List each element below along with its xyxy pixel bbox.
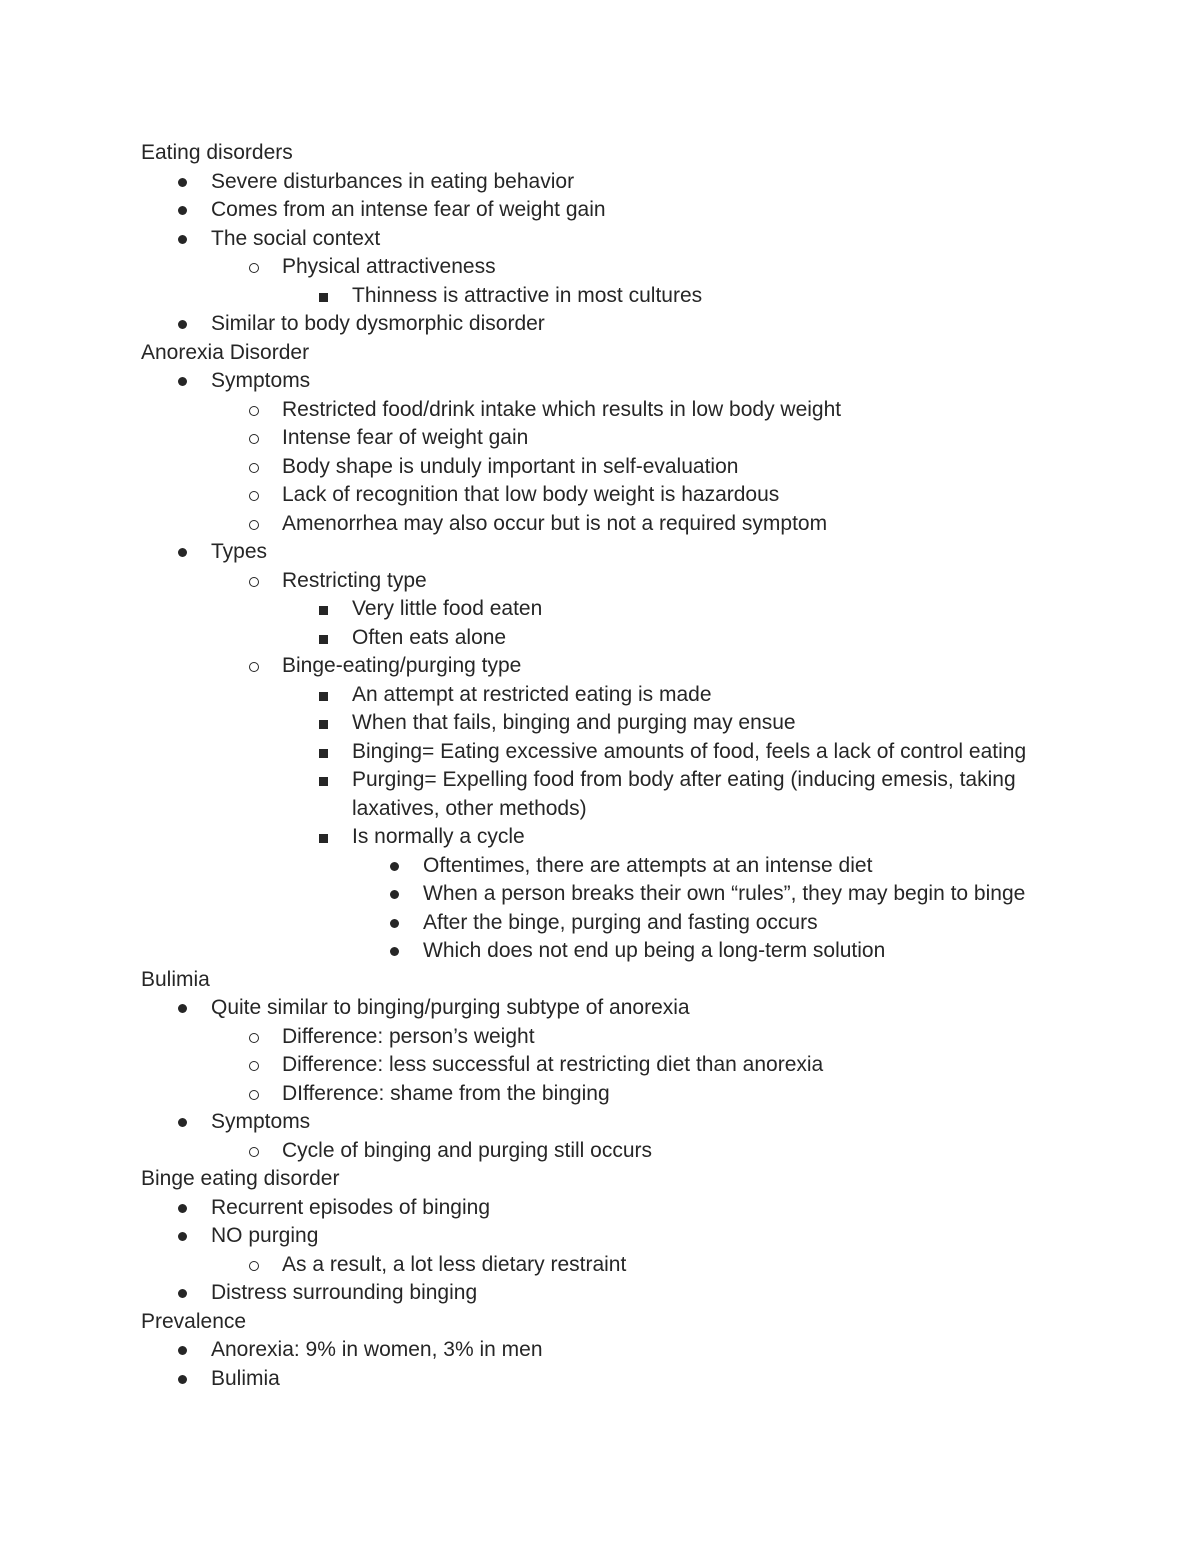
list-item-text: Anorexia: 9% in women, 3% in men [211,1338,543,1361]
list-item-text: When a person breaks their own “rules”, they may begin to binge [423,882,1026,905]
list-item [0,282,1200,311]
list-item [0,1194,1200,1223]
section-heading [0,966,1200,995]
list-item-text: Bulimia [211,1366,280,1390]
list-item-text: Similar to body dysmorphic disorder [211,312,545,335]
list-item-text: Severe disturbances in eating behavior [211,169,575,193]
list-item-text: Quite similar to binging/purging subtype of anorexia [211,996,690,1019]
list-item [0,538,1200,567]
list-item [0,937,1200,966]
list-item [0,1365,1200,1394]
circle-bullet-icon [249,1261,259,1271]
disc-bullet-icon [178,1346,187,1355]
list-item-text: NO purging [211,1224,319,1247]
disc-bullet-icon [390,947,399,956]
disc-bullet-icon [178,377,187,386]
heading-text: Anorexia Disorder [141,340,310,364]
circle-bullet-icon [249,1061,259,1071]
list-item-text: Thinness is attractive in most cultures [352,283,703,307]
circle-bullet-icon [249,577,259,587]
list-item-text: Restricted food/drink intake which results in low body weight [282,397,842,421]
disc-bullet-icon [390,890,399,899]
section-heading [0,1308,1200,1337]
disc-bullet-icon [390,862,399,871]
list-item [0,510,1200,539]
list-item-text: After the binge, purging and fasting occurs [423,910,818,934]
list-item [0,225,1200,254]
list-item [0,738,1200,767]
list-item-text: Difference: person’s weight [282,1024,535,1048]
list-item [0,1023,1200,1052]
list-item [0,310,1200,339]
list-item-text: Oftentimes, there are attempts at an intense diet [423,853,873,877]
list-item-text: Difference: less successful at restricting diet than anorexia [282,1053,824,1076]
list-item-text: Intense fear of weight gain [282,426,529,449]
disc-bullet-icon [178,1375,187,1384]
list-item-text: Distress surrounding binging [211,1281,478,1304]
list-item [0,1251,1200,1280]
disc-bullet-icon [178,206,187,215]
disc-bullet-icon [178,1232,187,1241]
circle-bullet-icon [249,1090,259,1100]
list-item [0,481,1200,510]
list-item-text: Symptoms [211,1110,311,1133]
list-item [0,1279,1200,1308]
list-item-text: Comes from an intense fear of weight gain [211,198,606,221]
list-item-text: Purging= Expelling food from body after eating (inducing emesis, taking [352,768,1016,791]
list-item [0,196,1200,225]
section-heading [0,339,1200,368]
list-item-text: Binge-eating/purging type [282,654,522,677]
disc-bullet-icon [178,320,187,329]
circle-bullet-icon [249,434,259,444]
list-item [0,852,1200,881]
list-item [0,567,1200,596]
circle-bullet-icon [249,406,259,416]
list-item-text: Is normally a cycle [352,825,525,848]
list-item [0,1336,1200,1365]
list-item-text: Cycle of binging and purging still occurs [282,1138,653,1162]
list-item-text: Very little food eaten [352,597,543,620]
square-bullet-icon [319,293,328,302]
list-item-text: When that fails, binging and purging may ensue [352,711,796,734]
list-item [0,1051,1200,1080]
list-item [0,909,1200,938]
list-item [0,168,1200,197]
list-item-text: Amenorrhea may also occur but is not a required symptom [282,511,828,535]
disc-bullet-icon [178,1118,187,1127]
list-item [0,880,1200,909]
list-item [0,1137,1200,1166]
circle-bullet-icon [249,463,259,473]
list-item [0,1222,1200,1251]
list-item-text: An attempt at restricted eating is made [352,682,712,706]
section-heading [0,139,1200,168]
list-item-text: Restricting type [282,568,427,592]
circle-bullet-icon [249,520,259,530]
list-item [0,253,1200,282]
list-item [0,624,1200,653]
list-item-text: Types [211,540,268,563]
list-item [0,453,1200,482]
square-bullet-icon [319,635,328,644]
list-item [0,681,1200,710]
list-item [0,595,1200,624]
list-item [0,823,1200,852]
square-bullet-icon [319,834,328,843]
disc-bullet-icon [178,548,187,557]
list-item [0,367,1200,396]
square-bullet-icon [319,606,328,615]
list-item-text: The social context [211,226,381,250]
list-item [0,795,1200,824]
square-bullet-icon [319,692,328,701]
square-bullet-icon [319,777,328,786]
list-item-text: Binging= Eating excessive amounts of food, feels a lack of control eating [352,739,1027,763]
list-item [0,709,1200,738]
disc-bullet-icon [178,178,187,187]
document-body [0,139,1200,1393]
circle-bullet-icon [249,662,259,672]
disc-bullet-icon [390,919,399,928]
list-item-text: laxatives, other methods) [352,796,587,820]
disc-bullet-icon [178,235,187,244]
square-bullet-icon [319,720,328,729]
heading-text: Prevalence [141,1309,247,1333]
circle-bullet-icon [249,1147,259,1157]
list-item [0,766,1200,795]
disc-bullet-icon [178,1004,187,1013]
list-item-text: DIfference: shame from the binging [282,1081,610,1105]
list-item [0,1080,1200,1109]
section-heading [0,1165,1200,1194]
list-item-text: Body shape is unduly important in self-evaluation [282,454,739,478]
list-item-text: Physical attractiveness [282,255,496,278]
list-item [0,396,1200,425]
disc-bullet-icon [178,1289,187,1298]
heading-text: Binge eating disorder [141,1167,340,1190]
heading-text: Bulimia [141,967,210,991]
disc-bullet-icon [178,1204,187,1213]
list-item-text: Lack of recognition that low body weight is hazardous [282,483,780,506]
list-item-text: Often eats alone [352,625,507,649]
list-item [0,994,1200,1023]
square-bullet-icon [319,749,328,758]
list-item-text: Symptoms [211,369,311,392]
list-item-text: Which does not end up being a long-term solution [423,939,886,962]
list-item-text: As a result, a lot less dietary restraint [282,1252,627,1276]
circle-bullet-icon [249,1033,259,1043]
list-item [0,652,1200,681]
circle-bullet-icon [249,263,259,273]
circle-bullet-icon [249,491,259,501]
list-item [0,1108,1200,1137]
list-item-text: Recurrent episodes of binging [211,1195,491,1219]
list-item [0,424,1200,453]
heading-text: Eating disorders [141,141,293,164]
